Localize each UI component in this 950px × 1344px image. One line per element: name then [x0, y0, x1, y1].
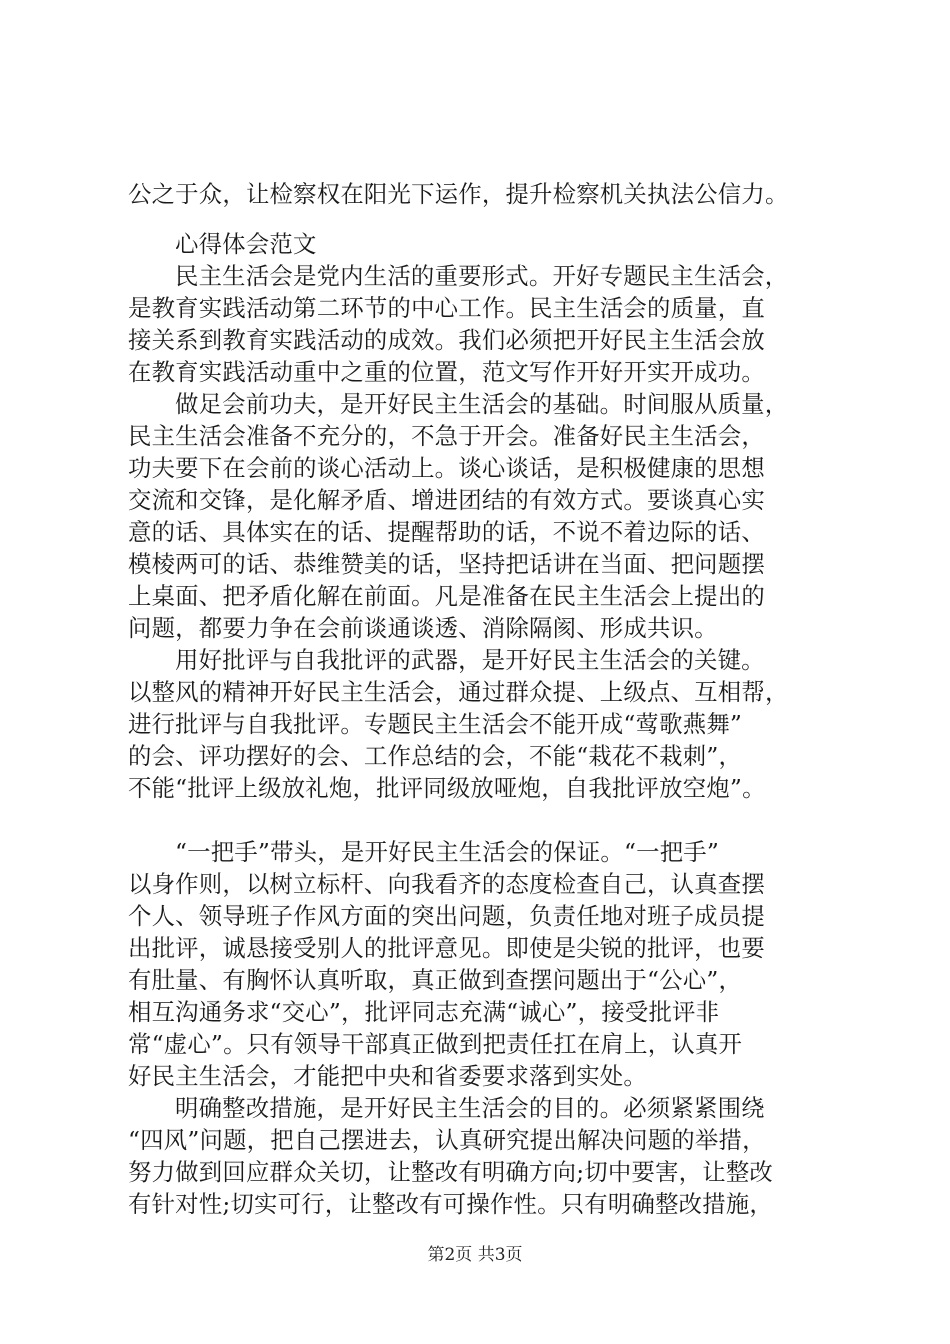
text-line: “四风”问题，把自己摆进去，认真研究提出解决问题的举措， — [128, 1126, 766, 1154]
text-line: 功夫要下在会前的谈心活动上。谈心谈话，是积极健康的思想 — [128, 454, 765, 482]
text-line: 以身作则，以树立标杆、向我看齐的态度检查自己，认真查摆 — [128, 870, 765, 898]
text-line: 相互沟通务求“交心”，批评同志充满“诚心”，接受批评非 — [128, 998, 720, 1026]
text-line: 的会、评功摆好的会、工作总结的会，不能“栽花不栽刺”， — [128, 742, 743, 770]
text-line: 努力做到回应群众关切，让整改有明确方向;切中要害，让整改 — [128, 1158, 774, 1186]
text-line: 意的话、具体实在的话、提醒帮助的话，不说不着边际的话、 — [128, 518, 765, 546]
text-line: 民主生活会是党内生活的重要形式。开好专题民主生活会， — [175, 262, 789, 290]
text-line: 以整风的精神开好民主生活会，通过群众提、上级点、互相帮， — [128, 678, 789, 706]
text-line: 在教育实践活动重中之重的位置，范文写作开好开实开成功。 — [128, 358, 765, 386]
text-line: 交流和交锋，是化解矛盾、增进团结的有效方式。要谈真心实 — [128, 486, 765, 514]
text-line: “一把手”带头，是开好民主生活会的保证。“一把手” — [175, 838, 720, 866]
text-line: 出批评，诚恳接受别人的批评意见。即使是尖锐的批评，也要 — [128, 934, 765, 962]
text-line: 做足会前功夫，是开好民主生活会的基础。时间服从质量， — [175, 390, 789, 418]
text-line: 公之于众，让检察权在阳光下运作，提升检察机关执法公信力。 — [128, 180, 789, 208]
text-line: 民主生活会准备不充分的，不急于开会。准备好民主生活会， — [128, 422, 765, 450]
text-line: 进行批评与自我批评。专题民主生活会不能开成“莺歌燕舞” — [128, 710, 743, 738]
text-line: 不能“批评上级放礼炮，批评同级放哑炮，自我批评放空炮”。 — [128, 774, 766, 802]
text-line: 明确整改措施，是开好民主生活会的目的。必须紧紧围绕 — [175, 1094, 765, 1122]
text-line: 上桌面、把矛盾化解在前面。凡是准备在民主生活会上提出的 — [128, 582, 765, 610]
text-line: 用好批评与自我批评的武器，是开好民主生活会的关键。 — [175, 646, 765, 674]
text-line: 有针对性;切实可行，让整改有可操作性。只有明确整改措施， — [128, 1190, 774, 1218]
text-line: 是教育实践活动第二环节的中心工作。民主生活会的质量，直 — [128, 294, 765, 322]
text-line: 问题，都要力争在会前谈通谈透、消除隔阂、形成共识。 — [128, 614, 718, 642]
page-footer: 第2页 共3页 — [427, 1245, 523, 1265]
text-line: 有肚量、有胸怀认真听取，真正做到查摆问题出于“公心”， — [128, 966, 743, 994]
text-line: 接关系到教育实践活动的成效。我们必须把开好民主生活会放 — [128, 326, 765, 354]
section-heading: 心得体会范文 — [175, 230, 317, 258]
text-line: 常“虚心”。只有领导干部真正做到把责任扛在肩上，认真开 — [128, 1030, 743, 1058]
text-line: 好民主生活会，才能把中央和省委要求落到实处。 — [128, 1062, 647, 1090]
text-line: 模棱两可的话、恭维赞美的话，坚持把话讲在当面、把问题摆 — [128, 550, 765, 578]
text-line: 个人、领导班子作风方面的突出问题，负责任地对班子成员提 — [128, 902, 765, 930]
